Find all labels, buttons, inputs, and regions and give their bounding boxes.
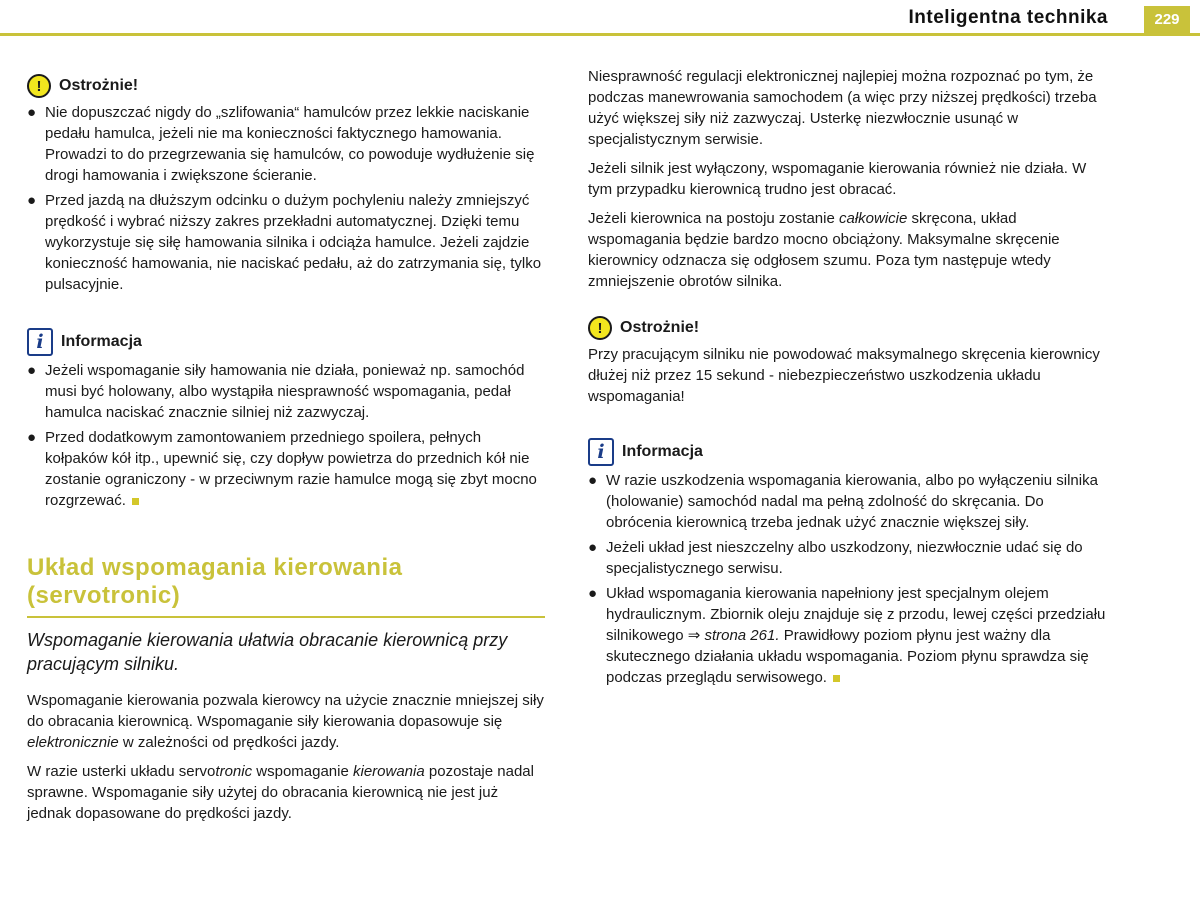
info-title: Informacja bbox=[61, 333, 142, 350]
right-paragraphs bbox=[588, 66, 1108, 292]
list-item bbox=[27, 102, 545, 186]
bullet-icon: ● bbox=[588, 539, 598, 556]
section bbox=[27, 554, 545, 824]
list-item bbox=[588, 470, 1108, 533]
list-item bbox=[27, 360, 545, 423]
info-title: Informacja bbox=[622, 443, 703, 460]
bullet-icon: ● bbox=[588, 472, 598, 489]
caution-bullet-text: Przed jazdą na dłuższym odcinku o dużym pochyleniu należy zmniejszyć prędkość i wybrać niższy zakres przekładni automatycznej. Dzięki temu wykorzystuje się siłę hamowania silnika i odciąża hamulce. Jeżeli zajdzie konieczność hamowania, nie naciskać pedału, aż do zatrzymania się, tylko pulsacyjnie. bbox=[45, 192, 542, 293]
section-lead: Wspomaganie kierowania ułatwia obracanie kierownicą przy pracującym silniku. bbox=[27, 630, 508, 674]
paragraph: Jeżeli silnik jest wyłączony, wspomaganie kierowania również nie działa. W tym przypadku kierownicą trudno jest obracać. bbox=[588, 160, 1087, 198]
info-bullet-text: Układ wspomagania kierowania napełniony jest specjalnym olejem hydraulicznym. Zbiornik oleju znajduje się z przodu, lewej części przedziału silnikowego ⇒ strona 261. Prawidłowy poziom płynu jest ważny dla skutecznego działania układu wspomagania. Poziom płynu sprawdza się podczas przeglądu serwisowego. bbox=[606, 585, 1106, 686]
caution-title: Ostrożnie! bbox=[59, 77, 139, 94]
list-item bbox=[27, 190, 545, 295]
caution-icon: ! bbox=[588, 316, 612, 340]
caution-title: Ostrożnie! bbox=[620, 319, 700, 336]
bullet-icon: ● bbox=[27, 362, 37, 379]
paragraph: Jeżeli kierownica na postoju zostanie całkowicie skręcona, układ wspomagania będzie bardzo mocno obciążony. Maksymalne skręcenie kierownicy odznacza się odgłosem szumu. Poza tym następuje wtedy zmniejszenie obrotów silnika. bbox=[588, 210, 1060, 290]
running-header: Inteligentna technika bbox=[908, 7, 1108, 28]
list-item bbox=[588, 583, 1108, 688]
caution-bullet-text: Nie dopuszczać nigdy do „szlifowania“ hamulców przez lekkie naciskanie pedału hamulca, jeżeli nie ma konieczności faktycznego hamowania. Prowadzi to do przegrzewania się hamulców, co powoduje wydłużenie się drogi hamowania i zwiększone ścieranie. bbox=[45, 104, 535, 184]
bullet-icon: ● bbox=[27, 104, 37, 121]
info-bullet-text: W razie uszkodzenia wspomagania kierowania, albo po wyłączeniu silnika (holowanie) samochód nadal ma pełną zdolność do skręcania. Do obrócenia kierownicą trzeba jednak użyć znacznie większej siły. bbox=[606, 472, 1098, 531]
info-icon: i bbox=[588, 438, 614, 466]
section-title: Układ wspomagania kierowania (servotronic) bbox=[27, 554, 545, 618]
info-bullet-text: Jeżeli układ jest nieszczelny albo uszkodzony, niezwłocznie udać się do specjalistycznego serwisu. bbox=[606, 539, 1083, 577]
list-item bbox=[588, 537, 1108, 579]
bullet-icon: ● bbox=[27, 192, 37, 209]
info-box-right bbox=[588, 438, 1108, 688]
caution-text: Przy pracującym silniku nie powodować maksymalnego skręcenia kierownicy dłużej niż przez 15 sekund - niebezpieczeństwo uszkodzenia układu wspomagania! bbox=[588, 346, 1100, 405]
info-bullet-text: Jeżeli wspomaganie siły hamowania nie działa, ponieważ np. samochód musi być holowany, albo wystąpiła niesprawność wspomagania, pedał hamulca naciskać znacznie silniej niż zazwyczaj. bbox=[45, 362, 525, 421]
section-paragraph: W razie usterki układu servotronic wspomaganie kierowania pozostaje nadal sprawne. Wspomaganie siły użytej do obracania kierownicą nie jest już jednak dopasowane do prędkości jazdy. bbox=[27, 763, 534, 822]
caution-icon: ! bbox=[27, 74, 51, 98]
caution-box-right bbox=[588, 316, 1108, 407]
info-bullet-text: Przed dodatkowym zamontowaniem przedniego spoilera, pełnych kołpaków kół itp., upewnić się, czy dopływ powietrza do przednich kół nie zostanie ograniczony - w przeciwnym razie hamulce mogą się zbyt mocno rozgrzewać. bbox=[45, 429, 537, 509]
caution-box-left bbox=[27, 74, 545, 295]
bullet-icon: ● bbox=[27, 429, 37, 446]
info-box-left bbox=[27, 328, 545, 511]
page-number: 229 bbox=[1144, 6, 1190, 33]
end-mark-icon bbox=[132, 498, 139, 505]
paragraph: Niesprawność regulacji elektronicznej najlepiej można rozpoznać po tym, że podczas manewrowania samochodem (a więc przy niższej prędkości) trzeba użyć większej siły niż zazwyczaj. Usterkę niezwłocznie usunąć w specjalistycznym serwisie. bbox=[588, 68, 1097, 148]
bullet-icon: ● bbox=[588, 585, 598, 602]
end-mark-icon bbox=[833, 675, 840, 682]
section-paragraph: Wspomaganie kierowania pozwala kierowcy na użycie znacznie mniejszej siły do obracania kierownicą. Wspomaganie siły kierowania dopasowuje się elektronicznie w zależności od prędkości jazdy. bbox=[27, 692, 544, 751]
header-rule bbox=[0, 33, 1200, 36]
list-item bbox=[27, 427, 545, 511]
info-icon: i bbox=[27, 328, 53, 356]
